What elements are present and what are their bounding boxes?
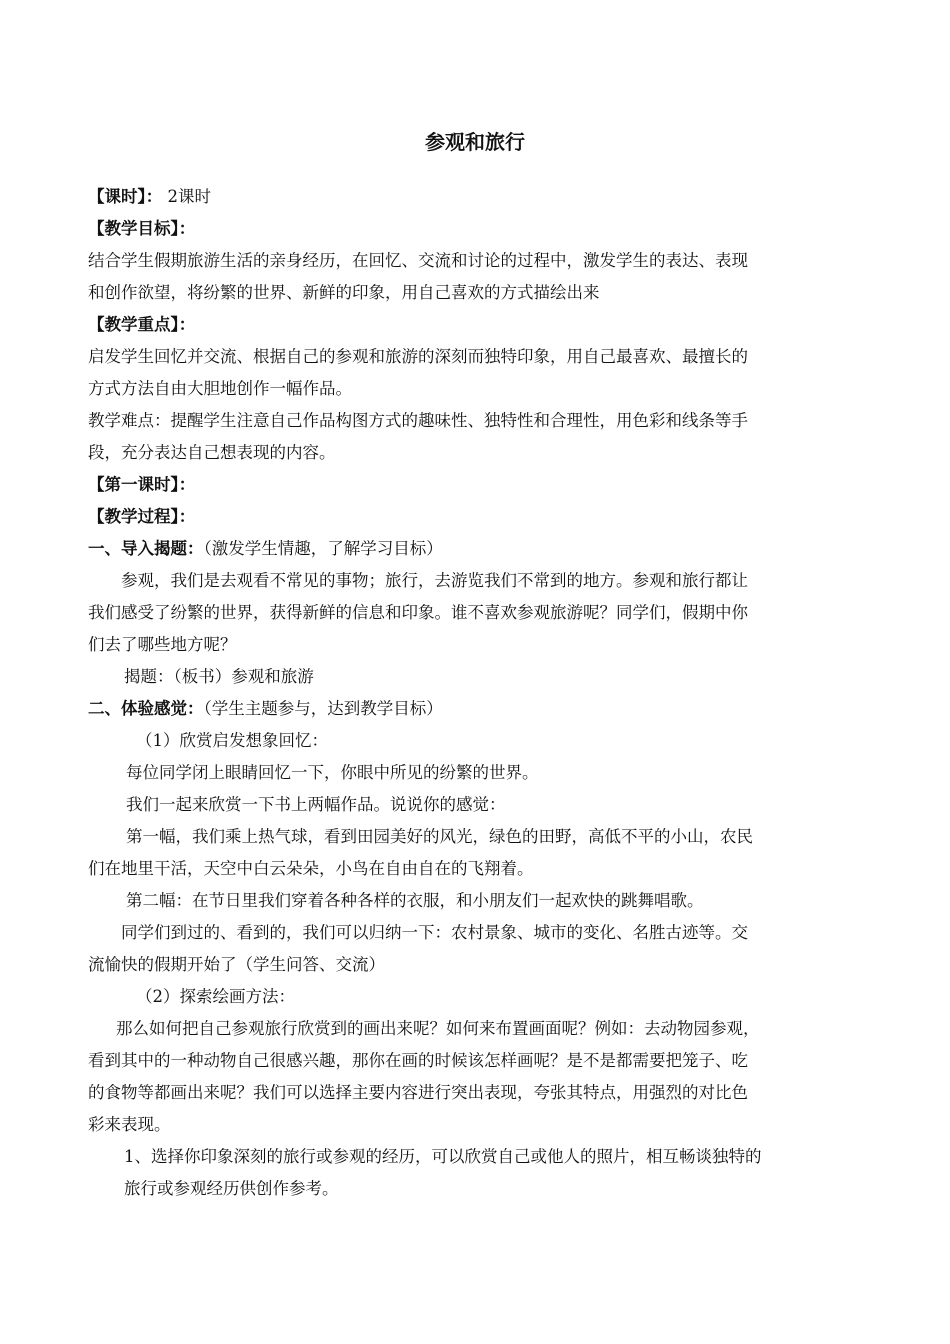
section2-p3-1: 第一幅，我们乘上热气球，看到田园美好的风光，绿色的田野，高低不平的小山，农民 <box>126 827 753 846</box>
section1-heading: 一、导入揭题： <box>88 539 204 558</box>
section1-para-2: 我们感受了纷繁的世界，获得新鲜的信息和印象。谁不喜欢参观旅游呢？同学们，假期中你 <box>88 603 748 622</box>
teaching-difficulty-text-1: 教学难点：提醒学生注意自己作品构图方式的趣味性、独特性和合理性，用色彩和线条等手 <box>88 411 748 430</box>
section2-p6-1: 那么如何把自己参观旅行欣赏到的画出来呢？如何来布置画面呢？例如：去动物园参观， <box>116 1019 760 1038</box>
section2-sub1: （1）欣赏启发想象回忆： <box>136 731 328 750</box>
teaching-focus-text-2: 方式方法自由大胆地创作一幅作品。 <box>88 379 352 398</box>
section2-sub2: （2）探索绘画方法： <box>136 987 295 1006</box>
section2-p7-2: 旅行或参观经历供创作参考。 <box>124 1179 339 1198</box>
section2-p1: 每位同学闭上眼睛回忆一下，你眼中所见的纷繁的世界。 <box>126 763 539 782</box>
section2-p6-3: 的食物等都画出来呢？我们可以选择主要内容进行突出表现，夸张其特点，用强烈的对比色 <box>88 1083 748 1102</box>
section2-p5-2: 流愉快的假期开始了（学生问答、交流） <box>88 955 385 974</box>
section2-p6-2: 看到其中的一种动物自己很感兴趣，那你在画的时候该怎样画呢？是不是都需要把笼子、吃 <box>88 1051 748 1070</box>
first-lesson-heading: 【第一课时】： <box>88 475 196 494</box>
teaching-focus-heading: 【教学重点】： <box>88 315 196 334</box>
section2-p3-2: 们在地里干活，天空中白云朵朵，小鸟在自由自在的飞翔着。 <box>88 859 534 878</box>
document-body <box>88 181 864 1205</box>
teaching-goal-text-1: 结合学生假期旅游生活的亲身经历，在回忆、交流和讨论的过程中，激发学生的表达、表现 <box>88 251 748 270</box>
page-title: 参观和旅行 <box>425 130 525 154</box>
section2-p7-1: 1、选择你印象深刻的旅行或参观的经历，可以欣赏自己或他人的照片，相互畅谈独特的 <box>124 1147 762 1166</box>
teaching-goal-text-2: 和创作欲望，将纷繁的世界、新鲜的印象，用自己喜欢的方式描绘出来 <box>88 283 600 302</box>
lesson-hours-label: 【课时】： <box>88 187 163 206</box>
teaching-goal-heading: 【教学目标】： <box>88 219 196 238</box>
section2-note: （学生主题参与，达到教学目标） <box>203 699 443 718</box>
section2-heading-line <box>88 693 864 725</box>
section2-p6-4: 彩来表现。 <box>88 1115 171 1134</box>
section1-heading-line <box>88 533 864 565</box>
lesson-hours-value: 2课时 <box>162 187 211 206</box>
section2-p4: 第二幅：在节日里我们穿着各种各样的衣服，和小朋友们一起欢快的跳舞唱歌。 <box>126 891 704 910</box>
teaching-difficulty-text-2: 段，充分表达自己想表现的内容。 <box>88 443 336 462</box>
section1-para-1: 参观，我们是去观看不常见的事物；旅行，去游览我们不常到的地方。参观和旅行都让 <box>121 571 748 590</box>
section2-p5-1: 同学们到过的、看到的，我们可以归纳一下：农村景象、城市的变化、名胜古迹等。交 <box>121 923 748 942</box>
teaching-focus-text-1: 启发学生回忆并交流、根据自己的参观和旅游的深刻而独特印象，用自己最喜欢、最擅长的 <box>88 347 748 366</box>
lesson-hours-line <box>88 181 864 213</box>
section1-para-3: 们去了哪些地方呢？ <box>88 635 237 654</box>
section2-heading: 二、体验感觉： <box>88 699 204 718</box>
section1-reveal: 揭题：（板书）参观和旅游 <box>124 667 314 686</box>
section1-note: （激发学生情趣，了解学习目标） <box>203 539 443 558</box>
section2-p2: 我们一起来欣赏一下书上两幅作品。说说你的感觉： <box>126 795 506 814</box>
process-heading: 【教学过程】： <box>88 507 196 526</box>
